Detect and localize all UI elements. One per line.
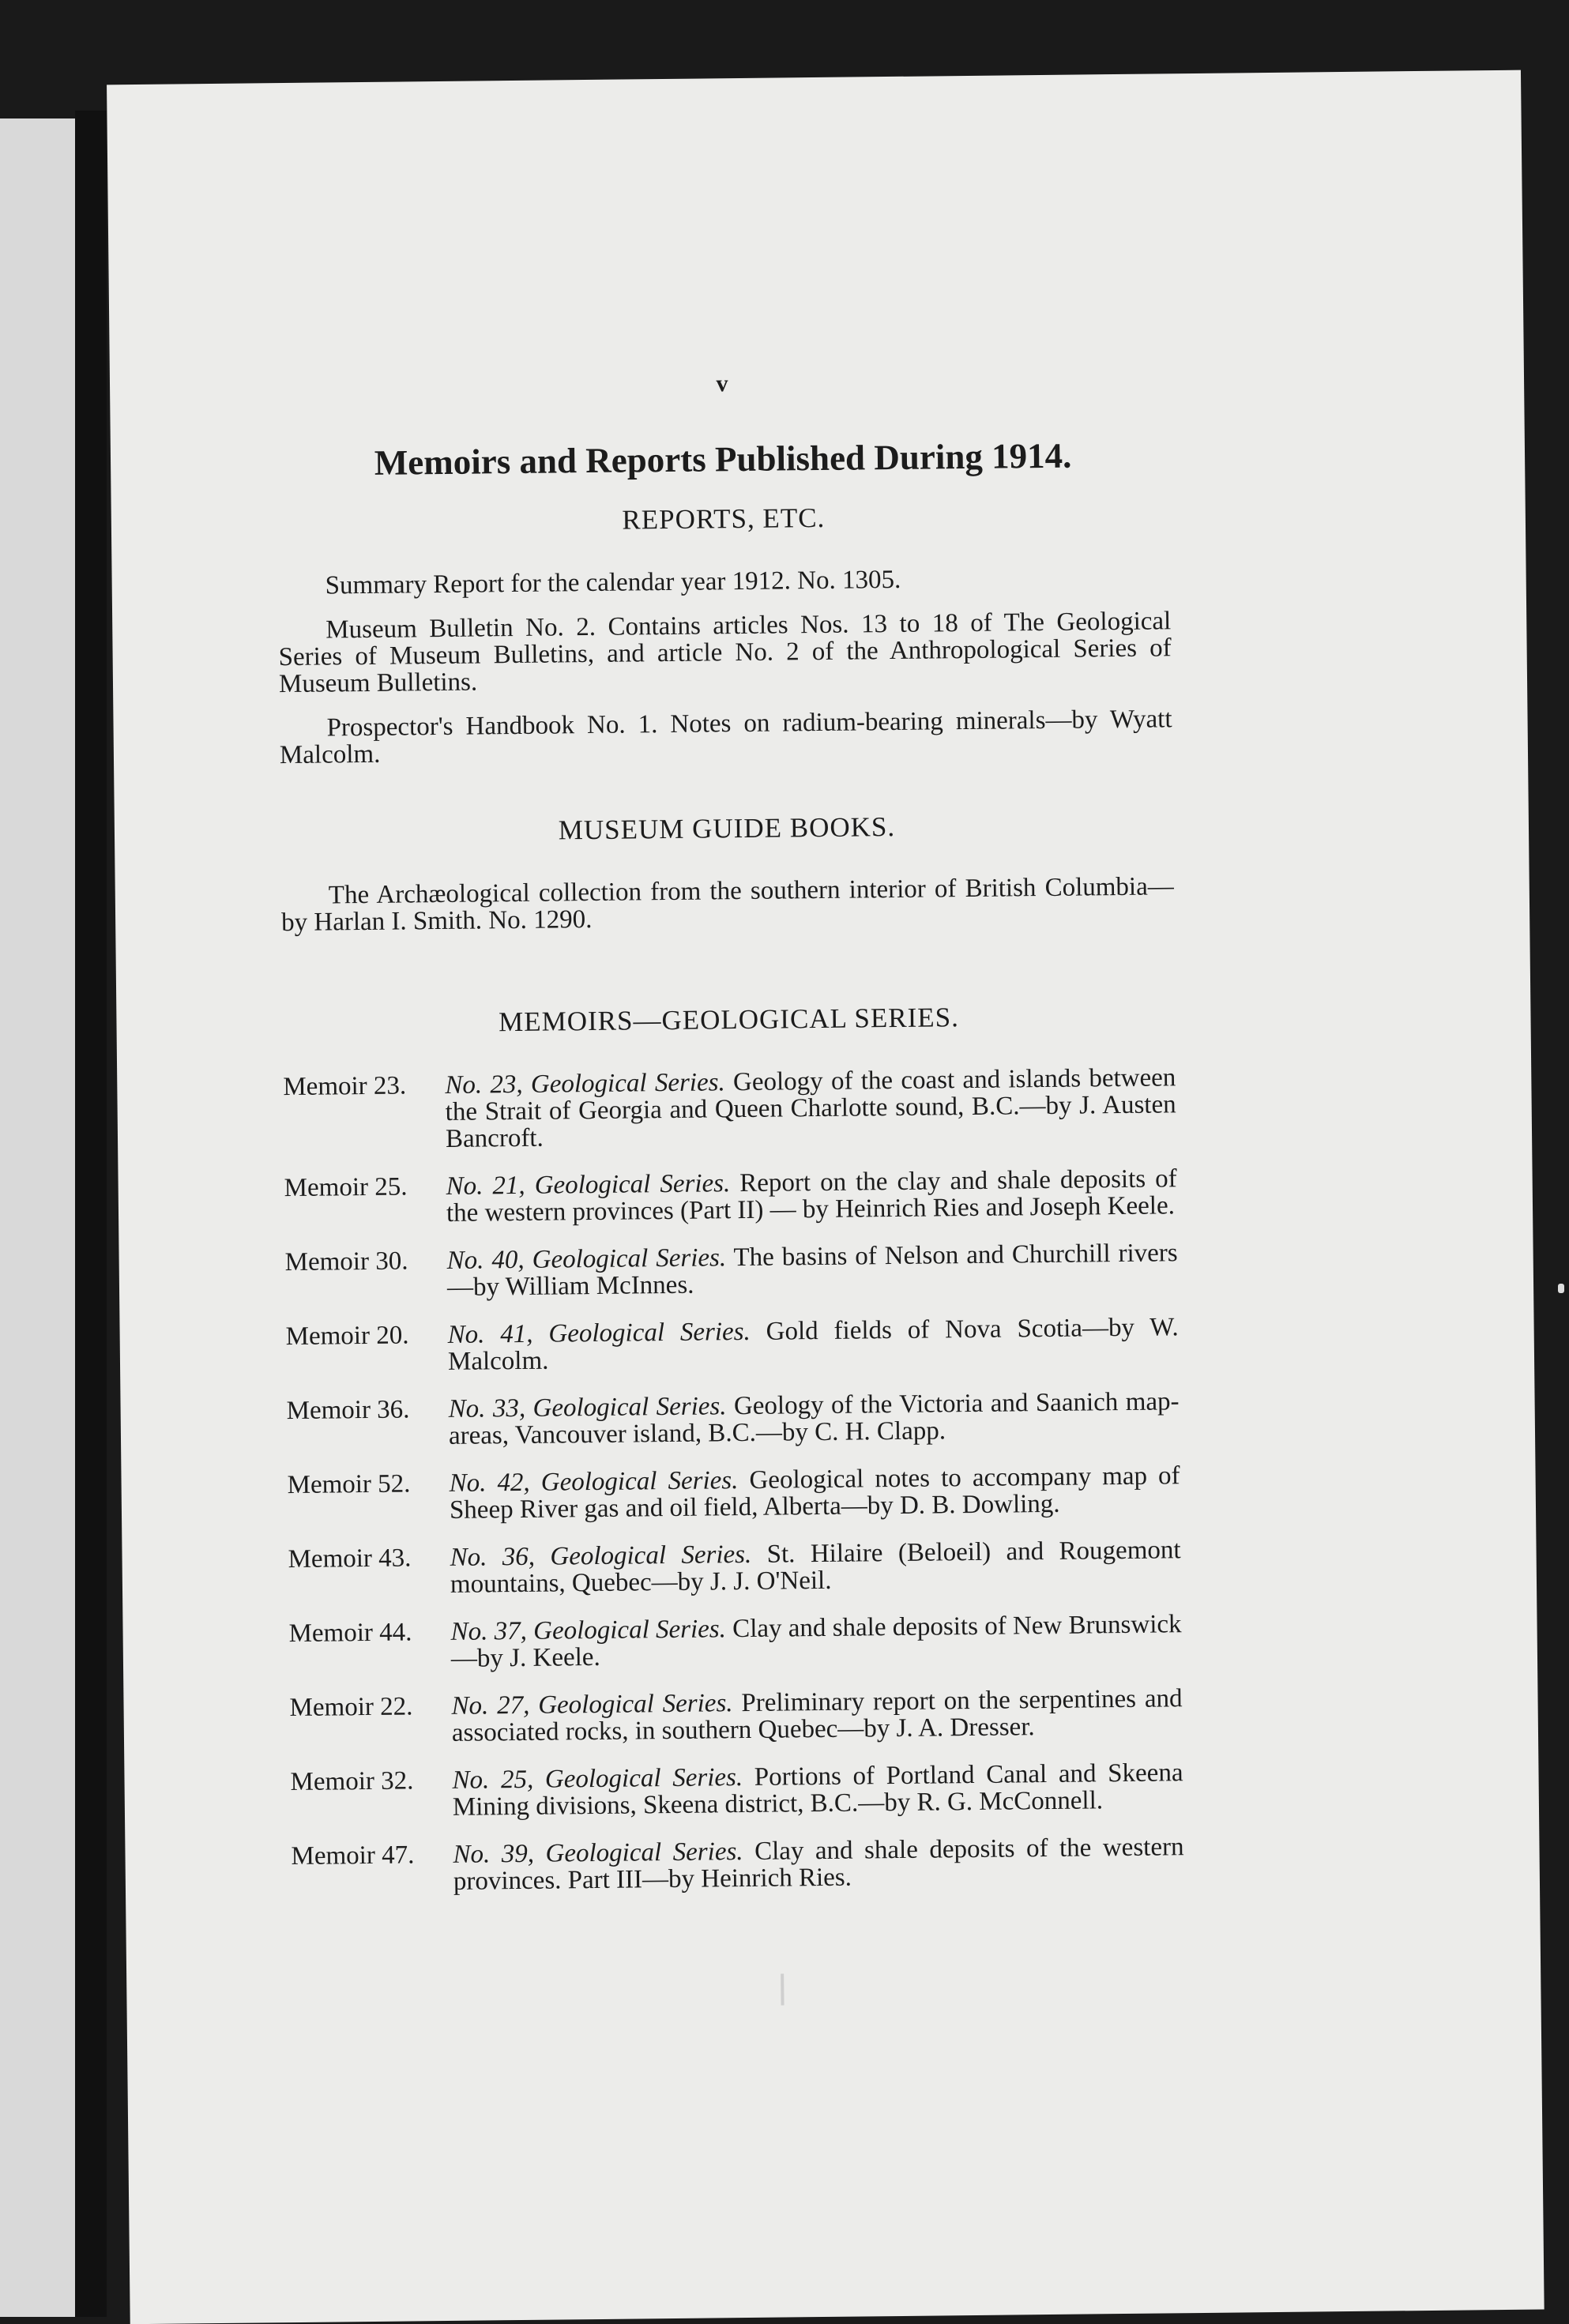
memoir-entry [289,1685,1183,1748]
memoir-entry [288,1611,1182,1674]
memoir-label: Memoir 25. [284,1172,408,1203]
memoir-entry [284,1239,1178,1303]
memoir-label: Memoir 52. [287,1469,411,1500]
memoir-series: No. 25, Geological Series. [452,1763,743,1795]
memoir-label: Memoir 22. [289,1692,413,1723]
memoir-description [448,1388,1180,1450]
memoir-label: Memoir 44. [288,1618,412,1649]
memoir-text: Geological notes to accompany map of Sheep River gas and oil field, Alberta—by D. B. Dowling. [449,1461,1180,1525]
document-page [107,70,1545,2324]
memoir-label: Memoir 30. [284,1247,408,1277]
memoir-description [453,1833,1184,1895]
memoir-entry [288,1536,1181,1600]
memoir-text: Portions of Portland Canal and Skeena Mining divisions, Skeena district, B.C.—by R. G. McConnell. [452,1758,1183,1822]
memoir-description [451,1685,1183,1747]
guide-book-item: The Archæological collection from the southern interior of British Columbia—by Harlan I. Smith. No. 1290. [280,872,1174,938]
memoir-series: No. 23, Geological Series. [445,1068,725,1100]
section-heading-guide-books: MUSEUM GUIDE BOOKS. [558,810,896,846]
memoir-series: No. 42, Geological Series. [449,1466,739,1498]
scan-mark [781,1974,784,2006]
memoir-label: Memoir 47. [291,1841,415,1871]
book-gutter [75,111,107,2317]
report-item: Prospector's Handbook No. 1. Notes on radium-bearing minerals—by Wyatt Malcolm. [279,705,1172,770]
memoir-entry [287,1462,1180,1525]
memoir-list [283,1064,1184,1897]
memoir-text: Report on the clay and shale deposits of the western provinces (Part II) — by Heinrich Ries and Joseph Keele. [446,1164,1177,1228]
memoir-text: The basins of Nelson and Churchill rivers—by William McInnes. [446,1239,1178,1302]
memoir-entry [285,1314,1179,1377]
memoir-label: Memoir 32. [290,1766,414,1797]
memoir-text: St. Hilaire (Beloeil) and Rougemont mountains, Quebec—by J. J. O'Neil. [450,1536,1181,1599]
memoir-series: No. 39, Geological Series. [453,1837,743,1869]
memoir-label: Memoir 23. [283,1071,407,1102]
page-number: v [716,370,728,397]
memoir-series: No. 41, Geological Series. [447,1317,751,1349]
memoir-series: No. 40, Geological Series. [446,1243,727,1275]
page-title: Memoirs and Reports Published During 1914. [374,435,1072,483]
memoir-entry [286,1388,1180,1451]
memoir-description [446,1165,1177,1227]
memoir-entry [290,1759,1183,1822]
memoir-entry [284,1165,1178,1228]
memoir-series: No. 21, Geological Series. [446,1169,731,1201]
memoir-description [445,1064,1176,1153]
report-item: Summary Report for the calendar year 1912. No. 1305. [325,565,901,600]
memoir-text: Clay and shale deposits of the western provinces. Part III—by Heinrich Ries. [453,1833,1184,1896]
report-item: Museum Bulletin No. 2. Contains articles Nos. 13 to 18 of The Geological Series of Museum Bulletins, and article No. 2 of the Anthropological Series of Museum Bulletins. [278,607,1172,699]
memoir-description [449,1462,1180,1524]
memoir-series: No. 27, Geological Series. [451,1689,733,1720]
memoir-label: Memoir 43. [288,1544,412,1574]
memoir-description [450,1611,1182,1672]
memoir-description [452,1759,1183,1821]
memoir-series: No. 37, Geological Series. [450,1615,727,1646]
memoir-series: No. 36, Geological Series. [450,1540,752,1572]
section-heading-memoirs: MEMOIRS—GEOLOGICAL SERIES. [498,1002,960,1038]
memoir-series: No. 33, Geological Series. [448,1392,727,1423]
memoir-label: Memoir 20. [285,1321,409,1352]
memoir-entry [283,1064,1176,1154]
memoir-entry [291,1833,1184,1897]
memoir-text: Geology of the coast and islands between the Strait of Georgia and Queen Charlotte sound, B.C.—by J. Austen Bancroft. [445,1063,1176,1153]
memoir-text: Geology of the Victoria and Saanich map-areas, Vancouver island, B.C.—by C. H. Clapp. [448,1387,1180,1450]
memoir-text: Clay and shale deposits of New Brunswick—by J. Keele. [450,1610,1182,1673]
memoir-text: Gold fields of Nova Scotia—by W. Malcolm. [447,1313,1179,1376]
scan-artifact [1558,1284,1564,1293]
memoir-description [447,1314,1179,1375]
memoir-description [446,1239,1178,1301]
memoir-text: Preliminary report on the serpentines and associated rocks, in southern Quebec—by J. A. Dresser. [451,1684,1183,1747]
memoir-description [450,1536,1181,1598]
section-heading-reports: REPORTS, ETC. [622,502,826,536]
page-content [276,366,1184,1917]
previous-page-edge [0,118,75,2317]
memoir-label: Memoir 36. [286,1395,410,1426]
